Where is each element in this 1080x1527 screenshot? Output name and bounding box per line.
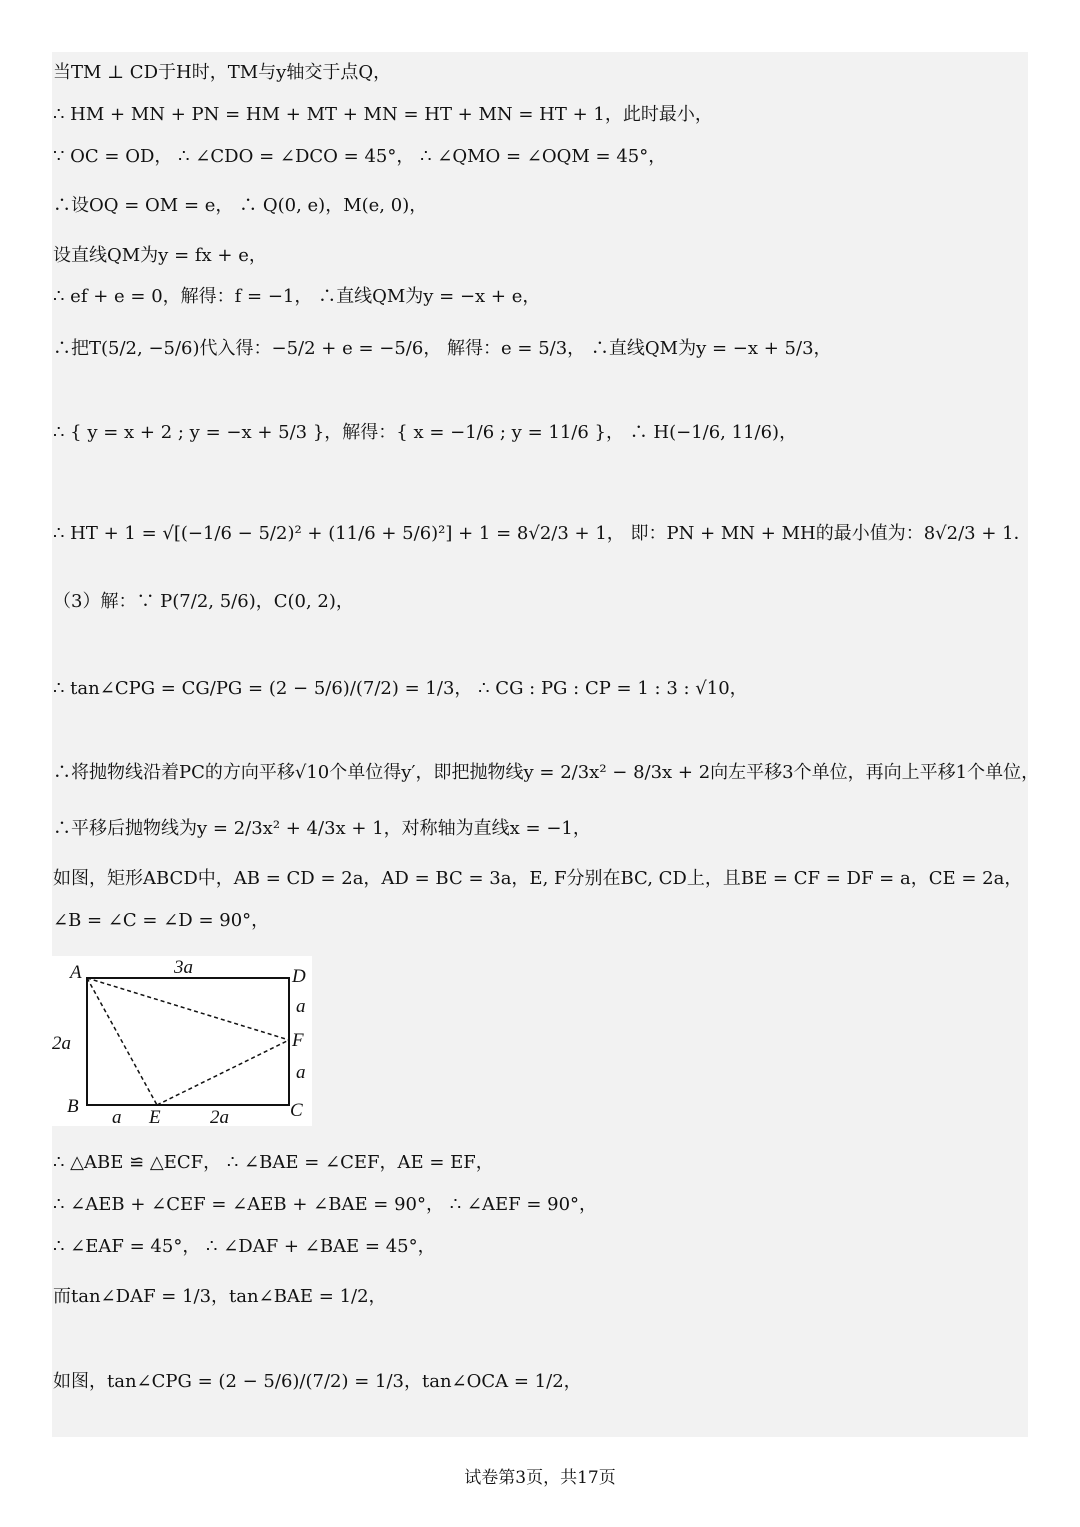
rectangle-abcd	[87, 978, 289, 1105]
text-line-6: ∴ ef + e = 0，解得：f = −1， ∴直线QM为y = −x + e，	[53, 286, 541, 307]
text-line-7: ∴把T(5/2, −5/6)代入得：−5/2 + e = −5/6， 解得：e = 5/3， ∴直线QM为y = −x + 5/3，	[53, 338, 832, 359]
rectangle-figure	[52, 956, 312, 1126]
page-footer: 试卷第3页，共17页	[464, 1468, 616, 1488]
label-right-upper-a: a	[296, 996, 306, 1017]
label-bottom-2a: 2a	[210, 1107, 229, 1126]
label-top-3a: 3a	[174, 957, 193, 978]
text-line-2: ∴ HM + MN + PN = HM + MT + MN = HT + MN = HT + 1，此时最小，	[53, 104, 713, 125]
label-e: E	[149, 1107, 161, 1126]
label-b: B	[67, 1096, 79, 1117]
text-line-20: 如图，tan∠CPG = (2 − 5/6)/(7/2) = 1/3，tan∠OCA = 1/2，	[53, 1371, 582, 1392]
text-line-3: ∵ OC = OD， ∴ ∠CDO = ∠DCO = 45°， ∴ ∠QMO = ∠OQM = 45°，	[53, 146, 667, 167]
text-line-9: ∴ HT + 1 = √[(−1/6 − 5/2)² + (11/6 + 5/6)²] + 1 = 8√2/3 + 1， 即：PN + MN + MH的最小值为：8√2/3 + 1．	[53, 523, 1032, 544]
text-line-10: （3）解：∵ P(7/2, 5/6)，C(0, 2)，	[53, 591, 354, 612]
text-line-11: ∴ tan∠CPG = CG/PG = (2 − 5/6)/(7/2) = 1/3， ∴ CG : PG : CP = 1 : 3 : √10，	[53, 678, 748, 699]
text-line-8: ∴ { y = x + 2 ; y = −x + 5/3 }，解得：{ x = −1/6 ; y = 11/6 }， ∴ H(−1/6, 11/6)，	[53, 422, 798, 443]
text-line-13: ∴平移后抛物线为y = 2/3x² + 4/3x + 1，对称轴为直线x = −1，	[53, 818, 591, 839]
text-line-4: ∴设OQ = OM = e， ∴ Q(0, e)，M(e, 0)，	[53, 195, 428, 216]
text-line-16: ∴ △ABE ≌ △ECF， ∴ ∠BAE = ∠CEF，AE = EF，	[53, 1152, 494, 1173]
label-d: D	[292, 966, 306, 987]
label-c: C	[290, 1100, 303, 1121]
text-line-12: ∴将抛物线沿着PC的方向平移√10个单位得y′，即把抛物线y = 2/3x² − 8/3x + 2向左平移3个单位，再向上平移1个单位，	[53, 762, 1040, 783]
text-line-18: ∴ ∠EAF = 45°， ∴ ∠DAF + ∠BAE = 45°，	[53, 1236, 436, 1257]
segment-af	[87, 978, 289, 1040]
text-line-5: 设直线QM为y = fx + e，	[53, 245, 267, 266]
text-line-1: 当TM ⊥ CD于H时，TM与y轴交于点Q，	[53, 62, 392, 83]
label-bottom-a: a	[112, 1107, 122, 1126]
label-right-lower-a: a	[296, 1062, 306, 1083]
text-line-17: ∴ ∠AEB + ∠CEF = ∠AEB + ∠BAE = 90°， ∴ ∠AEF = 90°，	[53, 1194, 598, 1215]
text-line-14: 如图，矩形ABCD中，AB = CD = 2a，AD = BC = 3a，E, F分别在BC, CD上，且BE = CF = DF = a，CE = 2a，	[53, 868, 1023, 889]
text-line-19: 而tan∠DAF = 1/3，tan∠BAE = 1/2，	[53, 1286, 387, 1307]
label-a: A	[70, 962, 82, 983]
text-line-15: ∠B = ∠C = ∠D = 90°，	[53, 910, 270, 931]
rectangle-figure-svg	[52, 956, 312, 1126]
label-f: F	[292, 1030, 304, 1051]
segment-ae	[87, 978, 157, 1105]
segment-ef	[157, 1040, 289, 1105]
label-left-2a: 2a	[52, 1033, 71, 1054]
